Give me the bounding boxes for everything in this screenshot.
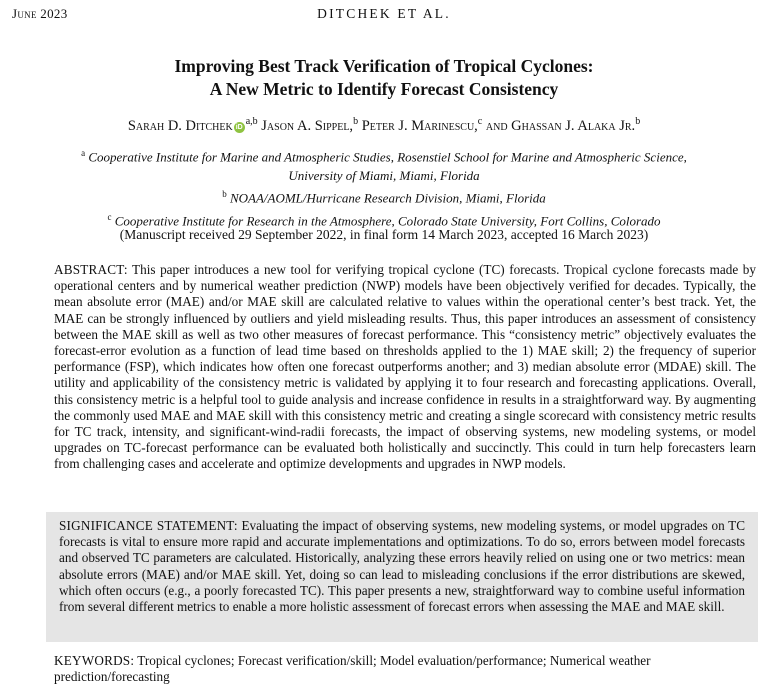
running-head: DITCHEK ET AL.	[317, 6, 451, 21]
keywords-label: KEYWORDS:	[54, 653, 135, 668]
abstract-label: ABSTRACT:	[54, 262, 128, 277]
title-line-1: Improving Best Track Verification of Tropical Cyclones:	[174, 56, 594, 76]
author-4[interactable]: Ghassan J. Alaka Jr.	[511, 117, 636, 134]
paper-title	[0, 55, 768, 101]
author-3-affil: c	[477, 116, 483, 127]
keywords	[54, 653, 756, 685]
significance-statement	[59, 518, 745, 615]
affiliation-c-mark: c	[107, 211, 112, 222]
author-1[interactable]: Sarah D. Ditchek	[127, 117, 233, 134]
manuscript-dates: (Manuscript received 29 September 2022, in final form 14 March 2023, accepted 16 March 2023)	[119, 227, 649, 242]
author-3[interactable]: Peter J. Marinescu,	[361, 117, 478, 134]
affiliation-a	[0, 144, 768, 166]
title-line-2: A New Metric to Identify Forecast Consistency	[209, 79, 559, 99]
affiliation-b-line1: NOAA/AOML/Hurricane Research Division, Miami, Florida	[229, 190, 546, 206]
author-4-affil: b	[635, 116, 641, 127]
affiliation-b	[0, 185, 768, 207]
affiliations	[0, 144, 768, 230]
affiliation-c-line1: Cooperative Institute for Research in the Atmosphere, Colorado State University, Fort Collins, Colorado	[114, 212, 661, 228]
orcid-icon[interactable]: iD	[235, 123, 243, 131]
affiliation-a-line2: University of Miami, Miami, Florida	[288, 168, 480, 184]
author-1-affil: a,b	[245, 116, 258, 127]
running-date: June 2023	[12, 6, 68, 21]
author-2[interactable]: Jason A. Sippel,	[261, 117, 354, 134]
affiliation-b-mark: b	[222, 189, 227, 200]
author-conjunction: and	[485, 117, 508, 134]
abstract	[54, 262, 756, 473]
affiliation-a-line1: Cooperative Institute for Marine and Atmospheric Studies, Rosenstiel School for Marine and Atmospheric Science,	[88, 149, 687, 165]
keywords-text: Tropical cyclones; Forecast verification/skill; Model evaluation/performance; Numerical weather prediction/forecasting	[54, 653, 651, 685]
significance-label: SIGNIFICANCE STATEMENT:	[59, 518, 238, 533]
abstract-text: This paper introduces a new tool for verifying tropical cyclone (TC) forecasts. Tropical cyclone forecasts made by operational centers and by numerical weather prediction (NWP) models have been objectively verified for decades. Typically, the mean absolute error (MAE) and/or MAE skill are calculated relative to values within the operational center’s best track. Yet, the MAE can be strongly influenced by outliers and yield misleading results. Thus, this paper introduces an assessment of consistency between the MAE skill as well as two other measures of forecast performance. This “consistency metric” objectively evaluates the forecast-error evolution as a function of lead time based on thresholds applied to the 1) MAE skill; 2) the frequency of superior performance (FSP), which indicates how often one forecast outperforms another; and 3) median absolute error (MDAE) skill. The utility and applicability of the consistency metric is validated by applying it to four research and forecasting applications. Overall, this consistency metric is a helpful tool to guide analysis and increase confidence in results in a straightforward way. By augmenting the commonly used MAE and MAE skill with this consistency metric and creating a single scorecard with consistency metric results for TC track, intensity, and significant-wind-radii forecasts, the impact of observing systems, new modeling systems, or model upgrades on TC-forecast performance can be evaluated both holistically and succinctly. This could in turn help forecasters learn from challenging cases and accelerate and optimize developments and upgrades in NWP models.	[54, 262, 756, 472]
author-2-affil: b	[353, 116, 359, 127]
affiliation-a-mark: a	[81, 148, 86, 158]
author-list	[0, 116, 768, 135]
significance-text: Evaluating the impact of observing systems, new modeling systems, or model upgrades on TC forecasts is vital to ensure more rapid and accurate implementations and optimizations. To do so, errors between model forecasts and observed TC parameters are calculated. Historically, analyzing these errors heavily relied on using one or two metrics: mean absolute errors (MAE) and/or MAE skill. Yet, doing so can lead to misleading conclusions if the error distributions are skewed, which often occurs (e.g., a poorly forecasted TC). This paper presents a new, straightforward way to combine useful information from several different metrics to enable a more holistic assessment of forecast errors when assessing the MAE and MAE skill.	[59, 518, 745, 615]
